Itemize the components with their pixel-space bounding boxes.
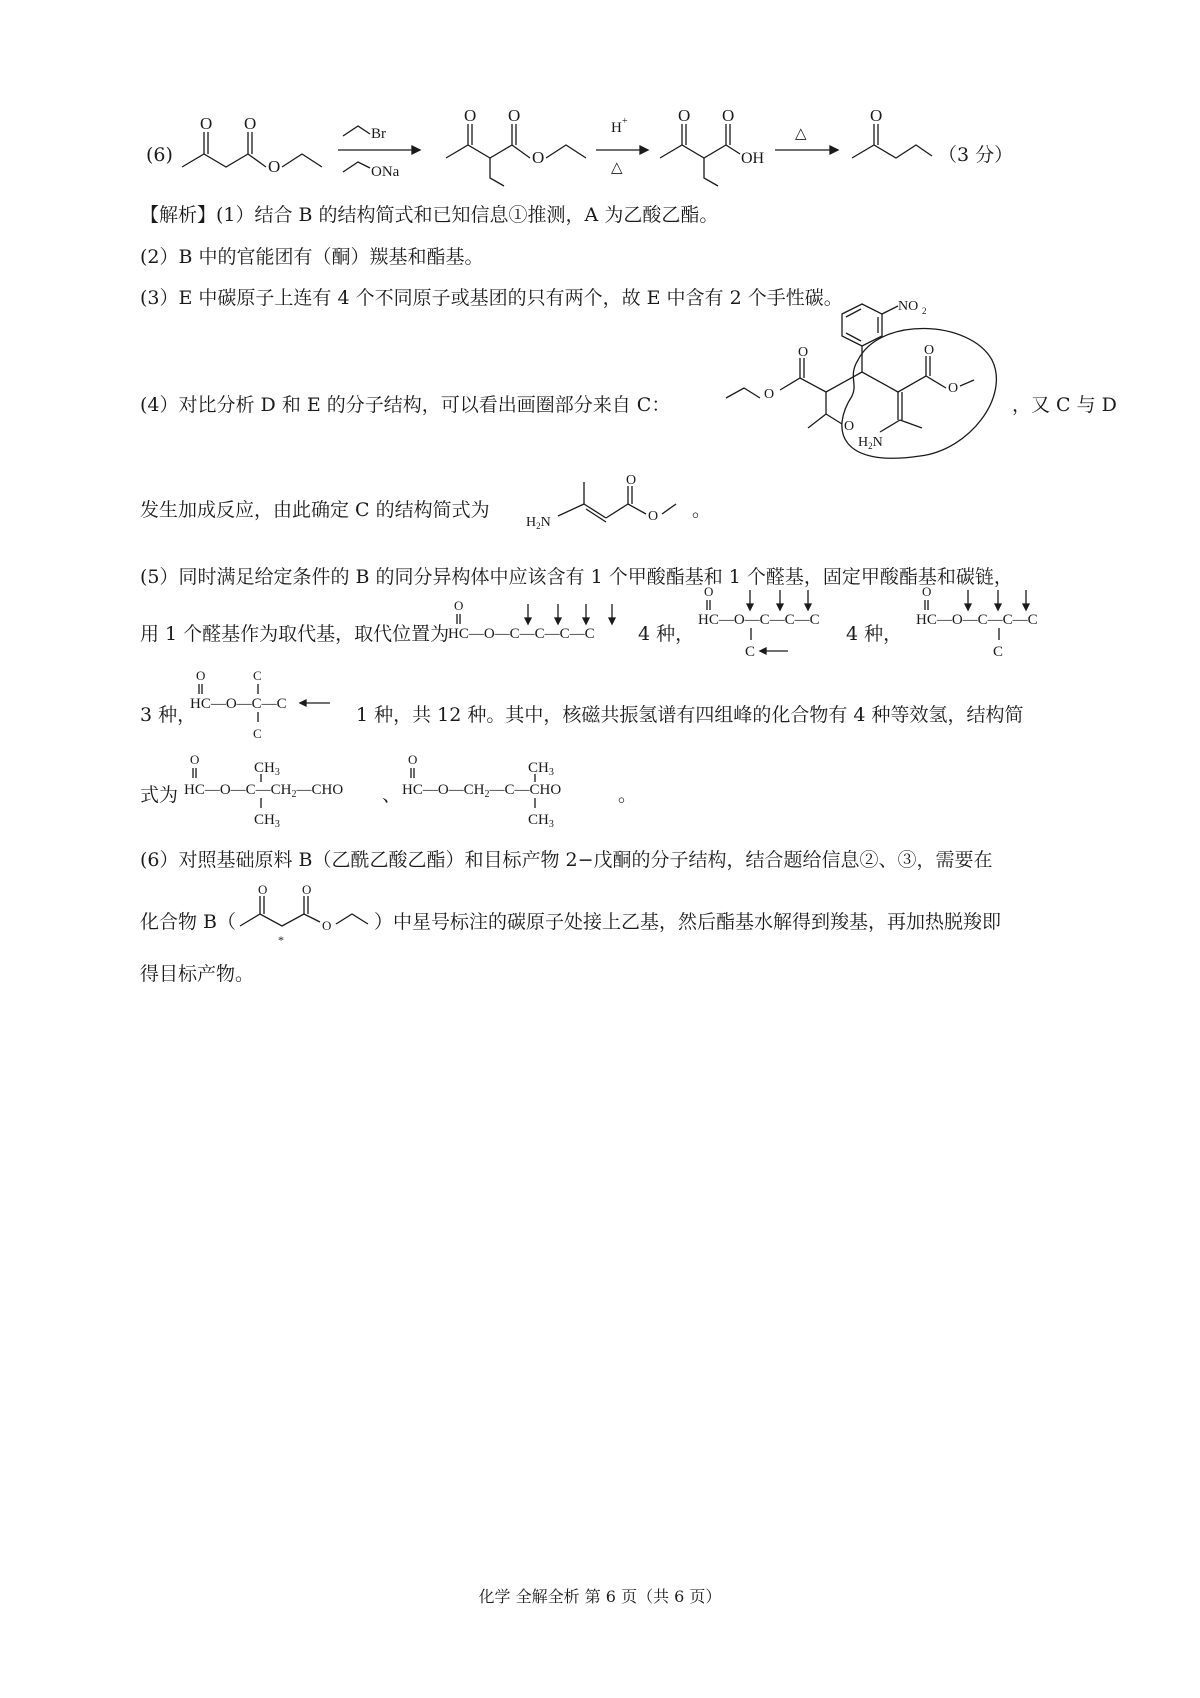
atom-o: O	[454, 598, 464, 613]
analysis-p1-text: (1）结合 B 的结构简式和已知信息①推测，A 为乙酸乙酯。	[216, 204, 719, 226]
analysis-p5-b: 用 1 个醛基作为取代基，取代位置为	[140, 623, 450, 645]
reagent-acid: H	[611, 120, 622, 136]
atom-o: O	[764, 387, 775, 402]
carbon-branch: C	[993, 644, 1004, 660]
atom-o: O	[922, 584, 932, 599]
atom-o: O	[196, 668, 206, 683]
page-footer: 化学 全解全析 第 6 页（共 6 页）	[478, 1587, 722, 1606]
atom-o: O	[322, 918, 332, 933]
analysis-p2: (2）B 中的官能团有（酮）羰基和酯基。	[140, 246, 484, 268]
heat-symbol: △	[795, 126, 807, 142]
p5-count-1: 4 种，	[638, 623, 695, 645]
star-marker: *	[278, 933, 284, 947]
carbon-branch: C	[745, 644, 756, 660]
p5-count-3: 3 种，	[140, 704, 197, 726]
score: （3 分）	[938, 144, 1014, 166]
atom-o: O	[948, 381, 959, 396]
q6-label: (6)	[146, 144, 173, 166]
analysis-p4-c: 发生加成反应，由此确定 C 的结构简式为	[140, 499, 490, 521]
p5-count-2: 4 种，	[846, 623, 903, 645]
nitro-group: NO	[898, 299, 919, 314]
atom-o: O	[200, 114, 213, 133]
isomer-chain-2	[698, 580, 838, 664]
separator: 、	[382, 784, 402, 806]
analysis-p5-a: (5）同时满足给定条件的 B 的同分异构体中应该含有 1 个甲酸酯基和 1 个醛基，固定甲酸酯基和碳链，	[140, 566, 1013, 588]
atom-o: O	[464, 106, 477, 125]
atom-o: O	[870, 106, 883, 125]
atom-o: O	[244, 114, 257, 133]
atom-o: O	[190, 752, 200, 767]
isomer-chain-1	[448, 594, 628, 654]
methyl-group: $CH_3$	[254, 760, 280, 778]
heat-symbol: △	[611, 160, 623, 176]
reagent-sodium-ethoxide: ONa	[371, 164, 400, 180]
analysis-heading: 【解析】	[140, 204, 217, 226]
carbon-chain: HC—O—C—C—C	[916, 612, 1038, 628]
atom-o: O	[704, 584, 714, 599]
amine-group: $H_2N$	[858, 435, 883, 451]
atom-o: O	[408, 752, 418, 767]
methyl-group: $CH_3$	[528, 760, 554, 778]
formula-chain: $HC—O—CH_2—C—CHO$	[402, 782, 562, 800]
analysis-p5-f: 式为	[140, 784, 179, 806]
atom-o: O	[924, 343, 935, 358]
carbon-chain: HC—O—C—C—C—C	[448, 626, 595, 642]
atom-o: O	[258, 882, 268, 897]
analysis-p6-d: 得目标产物。	[140, 963, 255, 985]
hydroxyl-group: OH	[741, 150, 765, 167]
methyl-group: $CH_3$	[254, 812, 280, 830]
analysis-p6-c: ）中星号标注的碳原子处接上乙基，然后酯基水解得到羧基，再加热脱羧即	[374, 911, 1002, 933]
atom-o: O	[722, 106, 735, 125]
analysis-p6-b: 化合物 B（	[140, 911, 237, 933]
atom-o: O	[844, 419, 855, 434]
analysis-p6-a: (6）对照基础原料 B（乙酰乙酸乙酯）和目标产物 2−戊酮的分子结构，结合题给信息②、③，需要在	[140, 849, 993, 871]
carbon-chain: HC—O—C—C	[190, 696, 287, 712]
carbon-branch: C	[253, 668, 262, 683]
formula-chain: $HC—O—C—CH_2—CHO$	[184, 782, 344, 800]
final-isomer-2	[402, 748, 632, 844]
subscript: 2	[922, 306, 927, 316]
compound-c-structure	[506, 474, 706, 544]
isomer-chain-3	[916, 580, 1046, 664]
atom-o: O	[302, 882, 312, 897]
atom-o: O	[626, 473, 637, 488]
analysis-p3: (3）E 中碳原子上连有 4 个不同原子或基团的只有两个，故 E 中含有 2 个手性碳。	[140, 287, 843, 309]
atom-o: O	[798, 345, 809, 360]
analysis-p5-e: 1 种，共 12 种。其中，核磁共振氢谱有四组峰的化合物有 4 种等效氢，结构简	[356, 704, 1024, 726]
reagent-ethyl-bromide: Br	[371, 126, 386, 142]
period: 。	[618, 784, 638, 806]
analysis-p4-b: ，又 C 与 D	[1012, 394, 1117, 416]
analysis-p4-a: (4）对比分析 D 和 E 的分子结构，可以看出画圈部分来自 C：	[140, 394, 671, 416]
methyl-group: $CH_3$	[528, 812, 554, 830]
atom-o: O	[678, 106, 691, 125]
compound-b-star-structure	[236, 880, 386, 960]
atom-o: O	[532, 148, 545, 167]
amine-group: $H_2N$	[526, 515, 551, 531]
compound-e-structure	[730, 300, 1020, 500]
isomer-chain-4	[190, 664, 350, 754]
reaction-scheme	[0, 106, 1200, 190]
atom-o: O	[508, 106, 521, 125]
analysis-p1	[140, 203, 718, 227]
analysis-p4-d: 。	[692, 499, 712, 521]
atom-o: O	[268, 157, 281, 176]
atom-o: O	[648, 509, 659, 524]
carbon-chain: HC—O—C—C—C	[698, 612, 820, 628]
carbon-branch: C	[253, 726, 262, 741]
acid-charge: +	[622, 116, 628, 127]
